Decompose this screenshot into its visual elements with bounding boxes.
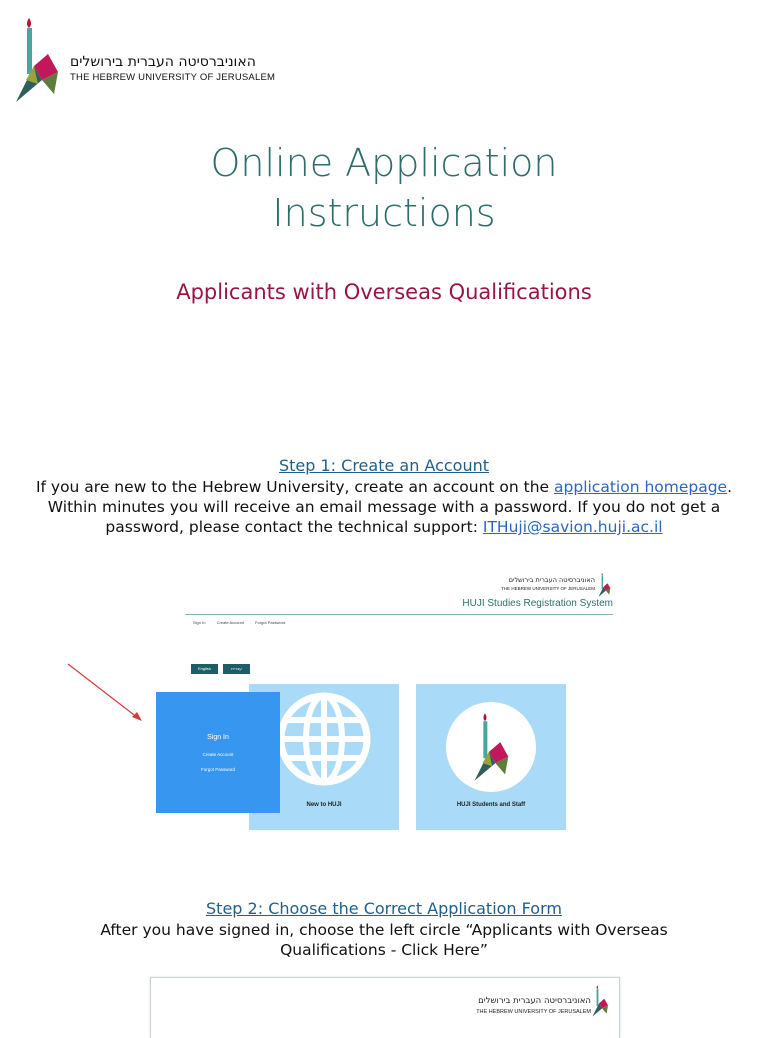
globe-icon <box>277 692 371 786</box>
page-title-line-2: Instructions <box>272 191 496 235</box>
step1-text-d: password, please contact the technical support: <box>105 518 483 536</box>
page-title <box>0 138 768 238</box>
header-divider <box>185 614 613 615</box>
step1-text-a: If you are new to the Hebrew University, create an account on the <box>35 478 555 496</box>
nav-create-account[interactable]: Create Account <box>216 620 244 625</box>
page-subtitle: Applicants with Overseas Qualifications <box>176 280 592 304</box>
step1-line-3 <box>0 517 768 537</box>
red-arrow-icon <box>64 660 148 726</box>
step2-heading: Step 2: Choose the Correct Application Form <box>206 899 562 918</box>
screenshot-nav <box>193 620 295 625</box>
nav-forgot-password[interactable]: Forgot Password <box>255 620 286 625</box>
step2-line-2: Qualifications - Click Here” <box>280 941 488 959</box>
application-form-screenshot <box>150 977 620 1038</box>
sign-in-panel[interactable] <box>156 692 280 813</box>
huji-students-staff-tile[interactable] <box>416 684 566 830</box>
logo-emblem-icon <box>14 14 64 106</box>
screenshot-logo-hebrew: האוניברסיטה העברית בירושלים <box>508 576 595 584</box>
nav-sign-in[interactable]: Sign In <box>193 620 206 625</box>
step1-text-b: . <box>727 478 733 496</box>
step1-heading: Step 1: Create an Account <box>278 456 490 475</box>
huji-students-staff-label: HUJI Students and Staff <box>456 802 526 808</box>
step2-body <box>0 920 768 960</box>
screenshot2-logo-hebrew: האוניברסיטה העברית בירושלים <box>478 996 591 1006</box>
step2-line-1: After you have signed in, choose the left circle “Applicants with Overseas <box>100 921 668 939</box>
english-language-button[interactable]: English <box>191 664 218 674</box>
step1-line-2: Within minutes you will receive an email message with a password. If you do not get a <box>47 498 721 516</box>
support-email-link[interactable]: ITHuji@savion.huji.ac.il <box>482 518 663 536</box>
university-logo <box>14 14 274 106</box>
staff-logo-circle <box>446 702 536 792</box>
system-title: HUJI Studies Registration System <box>462 598 613 609</box>
new-to-huji-label: New to HUJI <box>306 802 342 808</box>
screenshot-logo-icon <box>597 572 613 598</box>
forgot-password-link[interactable]: Forgot Password <box>200 767 235 772</box>
hebrew-language-button[interactable]: עברית <box>223 664 250 674</box>
sign-in-title[interactable]: Sign In <box>207 734 229 741</box>
screenshot2-logo-icon <box>591 984 611 1018</box>
screenshot-logo-english: THE HEBREW UNIVERSITY OF JERUSALEM <box>501 586 595 591</box>
logo-english-text: THE HEBREW UNIVERSITY OF JERUSALEM <box>70 72 276 83</box>
step1-line-1 <box>0 477 768 497</box>
logo-hebrew-text: האוניברסיטה העברית בירושלים <box>70 54 256 70</box>
screenshot2-logo-english: THE HEBREW UNIVERSITY OF JERUSALEM <box>476 1009 591 1015</box>
step1-body <box>0 477 768 537</box>
registration-system-screenshot <box>185 566 621 838</box>
application-homepage-link[interactable]: application homepage <box>554 478 728 496</box>
huji-emblem-icon <box>468 710 518 784</box>
page-title-line-1: Online Application <box>210 141 558 185</box>
create-account-link[interactable]: Create Account <box>202 752 234 757</box>
